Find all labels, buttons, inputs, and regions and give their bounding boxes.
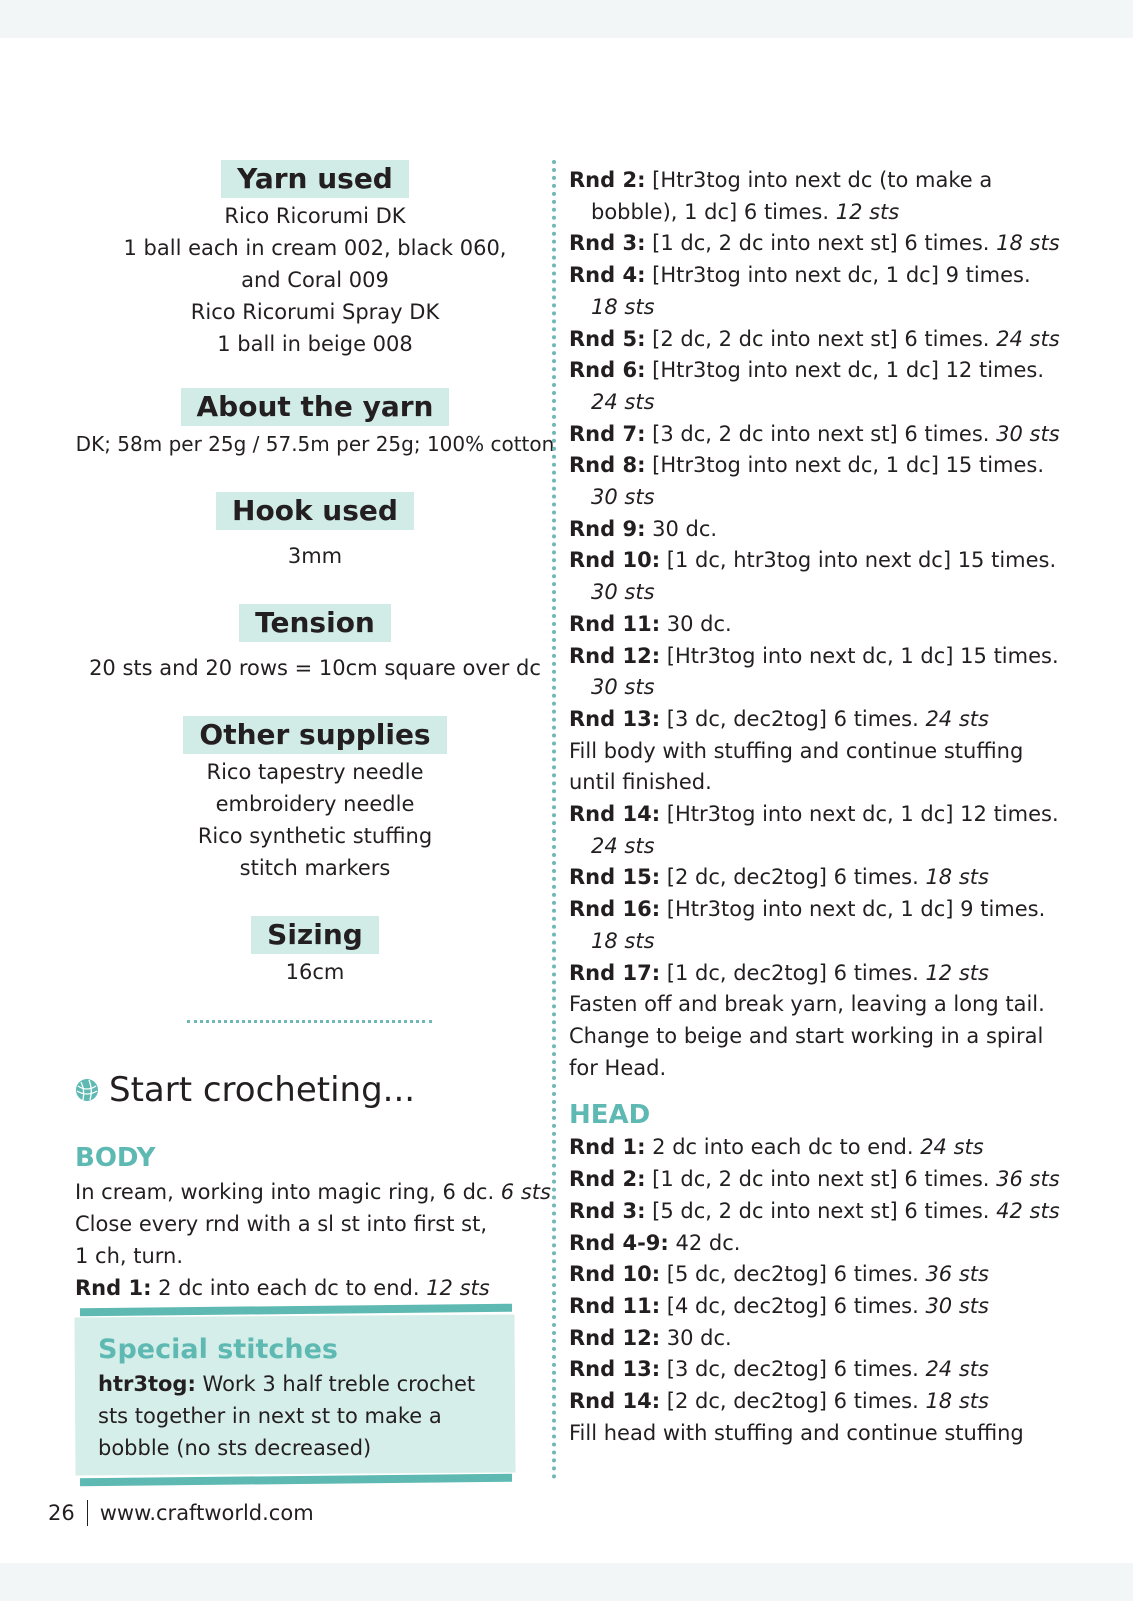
stitch-count: 6 sts <box>500 1180 551 1204</box>
special-stitches-title: Special stitches <box>98 1334 338 1365</box>
tension-line: 20 sts and 20 rows = 10cm square over dc <box>89 656 541 680</box>
pattern-line <box>569 1053 1049 1085</box>
round-label: Rnd 16: <box>569 897 661 922</box>
pattern-line <box>569 450 1049 482</box>
round-text: 30 dc. <box>660 1325 732 1350</box>
round-text: until finished. <box>569 770 712 795</box>
pattern-line <box>569 1259 1049 1291</box>
round-text: [5 dc, 2 dc into next st] 6 times. <box>645 1198 997 1223</box>
pattern-line <box>569 1164 1060 1196</box>
round-text: [4 dc, dec2tog] 6 times. <box>660 1293 926 1318</box>
pattern-line <box>569 514 1049 546</box>
round-label: Rnd 14: <box>569 802 661 827</box>
pattern-line <box>569 292 1049 324</box>
round-text: [Htr3tog into next dc, 1 dc] 15 times. <box>660 643 1059 668</box>
body-intro-line <box>75 1176 555 1208</box>
round-label: Rnd 12: <box>569 643 661 668</box>
round-text: [2 dc, dec2tog] 6 times. <box>660 1389 926 1414</box>
pattern-line <box>569 1323 1049 1355</box>
special-stitch-line <box>98 1368 508 1400</box>
round-label: Rnd 1: <box>75 1276 152 1300</box>
round-label: Rnd 4: <box>569 263 646 288</box>
pattern-line <box>569 482 1049 514</box>
round-text: [Htr3tog into next dc, 1 dc] 9 times. <box>660 897 1046 922</box>
pattern-line <box>569 1132 1049 1164</box>
pattern-column <box>569 165 1060 1449</box>
round-label: Rnd 9: <box>569 516 646 541</box>
pattern-line <box>569 228 1060 260</box>
round-label: Rnd 11: <box>569 1293 661 1318</box>
round-text: 2 dc into each dc to end. <box>151 1276 427 1300</box>
stitch-count: 30 sts <box>996 421 1060 446</box>
round-text: Fasten off and break yarn, leaving a long tail. <box>569 992 1045 1017</box>
yarn-line: 1 ball each in cream 002, black 060, <box>123 236 507 260</box>
other-supplies-heading: Other supplies <box>183 716 446 754</box>
round-label: Rnd 10: <box>569 1262 661 1287</box>
pattern-line <box>569 1386 1049 1418</box>
round-text: [Htr3tog into next dc, 1 dc] 12 times. <box>660 802 1059 827</box>
round-label: Rnd 8: <box>569 453 646 478</box>
stitch-count: 24 sts <box>996 326 1060 351</box>
bottom-band <box>0 1563 1133 1601</box>
pattern-line <box>569 989 1049 1021</box>
supply-line: Rico synthetic stuffing <box>197 824 433 848</box>
round-text: [Htr3tog into next dc (to make a <box>645 168 993 192</box>
round-label: Rnd 3: <box>569 231 646 256</box>
round-text: [Htr3tog into next dc, 1 dc] 9 times. <box>645 263 1031 288</box>
head-rounds-list <box>569 1132 1060 1449</box>
yarn-line: 1 ball in beige 008 <box>217 332 413 356</box>
pattern-line <box>569 926 1049 958</box>
pattern-line <box>569 672 1049 704</box>
body-round-1 <box>75 1272 555 1304</box>
stitch-count: 18 sts <box>925 865 989 890</box>
round-text: [1 dc, 2 dc into next st] 6 times. <box>645 1167 997 1192</box>
tension-heading: Tension <box>239 604 391 642</box>
page-footer <box>48 1500 314 1526</box>
pattern-line <box>569 577 1049 609</box>
sizing-line: 16cm <box>285 960 345 984</box>
sizing-heading: Sizing <box>251 916 379 954</box>
supply-line: embroidery needle <box>215 792 415 816</box>
round-text: [2 dc, dec2tog] 6 times. <box>660 865 926 890</box>
round-text: for Head. <box>569 1055 667 1080</box>
round-text: [2 dc, 2 dc into next st] 6 times. <box>645 326 997 351</box>
pattern-line <box>569 1291 1049 1323</box>
body-intro-line: 1 ch, turn. <box>75 1244 184 1268</box>
round-label: Rnd 4-9: <box>569 1230 669 1255</box>
yarn-used-heading: Yarn used <box>221 160 409 198</box>
round-text: [Htr3tog into next dc, 1 dc] 15 times. <box>645 453 1045 478</box>
stitch-count: 18 sts <box>591 294 655 319</box>
stitch-count: 24 sts <box>591 389 655 414</box>
head-heading: HEAD <box>569 1100 651 1131</box>
round-label: Rnd 5: <box>569 326 646 351</box>
about-yarn-heading: About the yarn <box>181 388 450 426</box>
stitch-count: 18 sts <box>996 231 1060 256</box>
body-intro-text: In cream, working into magic ring, 6 dc. <box>75 1180 501 1204</box>
round-label: Rnd 13: <box>569 706 661 731</box>
pattern-line <box>569 1354 1049 1386</box>
body-intro-line: Close every rnd with a sl st into first st, <box>75 1212 488 1236</box>
round-label: Rnd 11: <box>569 611 661 636</box>
round-text: 2 dc into each dc to end. <box>645 1135 921 1160</box>
yarn-line: Rico Ricorumi DK <box>224 204 406 228</box>
round-text: Fill head with stuffing and continue stuffing <box>569 1420 1024 1445</box>
pattern-line <box>569 324 1060 356</box>
pattern-line <box>569 862 1049 894</box>
pattern-line <box>569 609 1049 641</box>
round-label: Rnd 13: <box>569 1357 661 1382</box>
round-text: Change to beige and start working in a spiral <box>569 1023 1044 1048</box>
stitch-count: 12 sts <box>426 1276 490 1300</box>
round-label: Rnd 7: <box>569 421 646 446</box>
stitch-count: 24 sts <box>591 833 655 858</box>
supply-line: Rico tapestry needle <box>206 760 424 784</box>
pattern-line <box>569 1021 1049 1053</box>
special-stitch-line: sts together in next st to make a <box>98 1404 442 1428</box>
pattern-line <box>569 419 1060 451</box>
stitch-count: 36 sts <box>925 1262 989 1287</box>
pattern-line <box>569 894 1049 926</box>
round-label: Rnd 17: <box>569 960 661 985</box>
pattern-line <box>569 387 1049 419</box>
body-rounds-list <box>569 165 1060 1084</box>
pattern-line <box>569 831 1049 863</box>
round-label: Rnd 3: <box>569 1198 646 1223</box>
pattern-line <box>569 165 1049 197</box>
stitch-count: 12 sts <box>835 199 900 224</box>
round-text: [3 dc, dec2tog] 6 times. <box>660 1357 926 1382</box>
stitch-definition: Work 3 half treble crochet <box>195 1372 476 1396</box>
pattern-line <box>569 736 1049 768</box>
round-text: [5 dc, dec2tog] 6 times. <box>660 1262 926 1287</box>
pattern-line <box>569 767 1049 799</box>
stitch-count: 24 sts <box>925 1357 989 1382</box>
pattern-line <box>569 1196 1060 1228</box>
stitch-count: 24 sts <box>925 706 989 731</box>
round-text: 30 dc. <box>645 516 718 541</box>
stitch-count: 30 sts <box>591 675 655 700</box>
hook-used-heading: Hook used <box>216 492 414 530</box>
pattern-line <box>569 641 1059 673</box>
stitch-count: 18 sts <box>925 1389 989 1414</box>
round-text: [1 dc, 2 dc into next st] 6 times. <box>645 231 997 256</box>
round-label: Rnd 6: <box>569 358 646 383</box>
stitch-count: 36 sts <box>996 1167 1060 1192</box>
pattern-line <box>569 355 1049 387</box>
stitch-count: 30 sts <box>925 1293 989 1318</box>
round-text: [3 dc, dec2tog] 6 times. <box>660 706 926 731</box>
stitch-count: 24 sts <box>920 1135 984 1160</box>
round-label: Rnd 10: <box>569 548 661 573</box>
about-yarn-line: DK; 58m per 25g / 57.5m per 25g; 100% cotton <box>75 432 555 456</box>
column-divider <box>552 160 556 1480</box>
round-label: Rnd 2: <box>569 168 646 192</box>
start-crocheting-heading <box>75 1070 415 1110</box>
footer-url[interactable]: www.craftworld.com <box>99 1501 314 1525</box>
pattern-line <box>569 799 1059 831</box>
stitch-count: 30 sts <box>591 580 655 605</box>
round-text: [Htr3tog into next dc, 1 dc] 12 times. <box>645 358 1045 383</box>
body-heading: BODY <box>75 1143 156 1173</box>
round-label: Rnd 2: <box>569 1167 646 1192</box>
round-label: Rnd 14: <box>569 1389 661 1414</box>
special-stitch-line: bobble (no sts decreased) <box>98 1436 372 1460</box>
round-text: bobble), 1 dc] 6 times. <box>591 199 836 224</box>
round-text: [3 dc, 2 dc into next st] 6 times. <box>645 421 997 446</box>
round-text: [1 dc, htr3tog into next dc] 15 times. <box>660 548 1057 573</box>
supply-line: stitch markers <box>239 856 391 880</box>
yarn-ball-icon <box>75 1078 99 1102</box>
footer-separator <box>87 1500 88 1526</box>
hook-line: 3mm <box>287 544 343 568</box>
pattern-line <box>569 704 1049 736</box>
pattern-line <box>569 545 1057 577</box>
round-text: [1 dc, dec2tog] 6 times. <box>660 960 926 985</box>
pattern-line <box>569 197 1049 229</box>
stitch-count: 30 sts <box>591 485 655 510</box>
stitch-count: 12 sts <box>925 960 989 985</box>
yarn-line: Rico Ricorumi Spray DK <box>190 300 440 324</box>
round-label: Rnd 15: <box>569 865 661 890</box>
special-stitches-content <box>98 1332 508 1464</box>
start-crocheting-text: Start crocheting... <box>109 1070 416 1110</box>
round-text: Fill body with stuffing and continue stuffing <box>569 738 1024 763</box>
pattern-line <box>569 1228 1049 1260</box>
round-label: Rnd 1: <box>569 1135 646 1160</box>
stitch-count: 18 sts <box>591 928 655 953</box>
round-text: 30 dc. <box>660 611 732 636</box>
pattern-line <box>569 260 1049 292</box>
page-number: 26 <box>48 1501 75 1525</box>
yarn-line: and Coral 009 <box>241 268 389 292</box>
stitch-term: htr3tog: <box>98 1372 196 1396</box>
round-text: 42 dc. <box>668 1230 741 1255</box>
round-label: Rnd 12: <box>569 1325 661 1350</box>
stitch-count: 42 sts <box>996 1198 1060 1223</box>
body-section <box>75 1140 555 1304</box>
pattern-line <box>569 958 1049 990</box>
pattern-line <box>569 1418 1049 1450</box>
